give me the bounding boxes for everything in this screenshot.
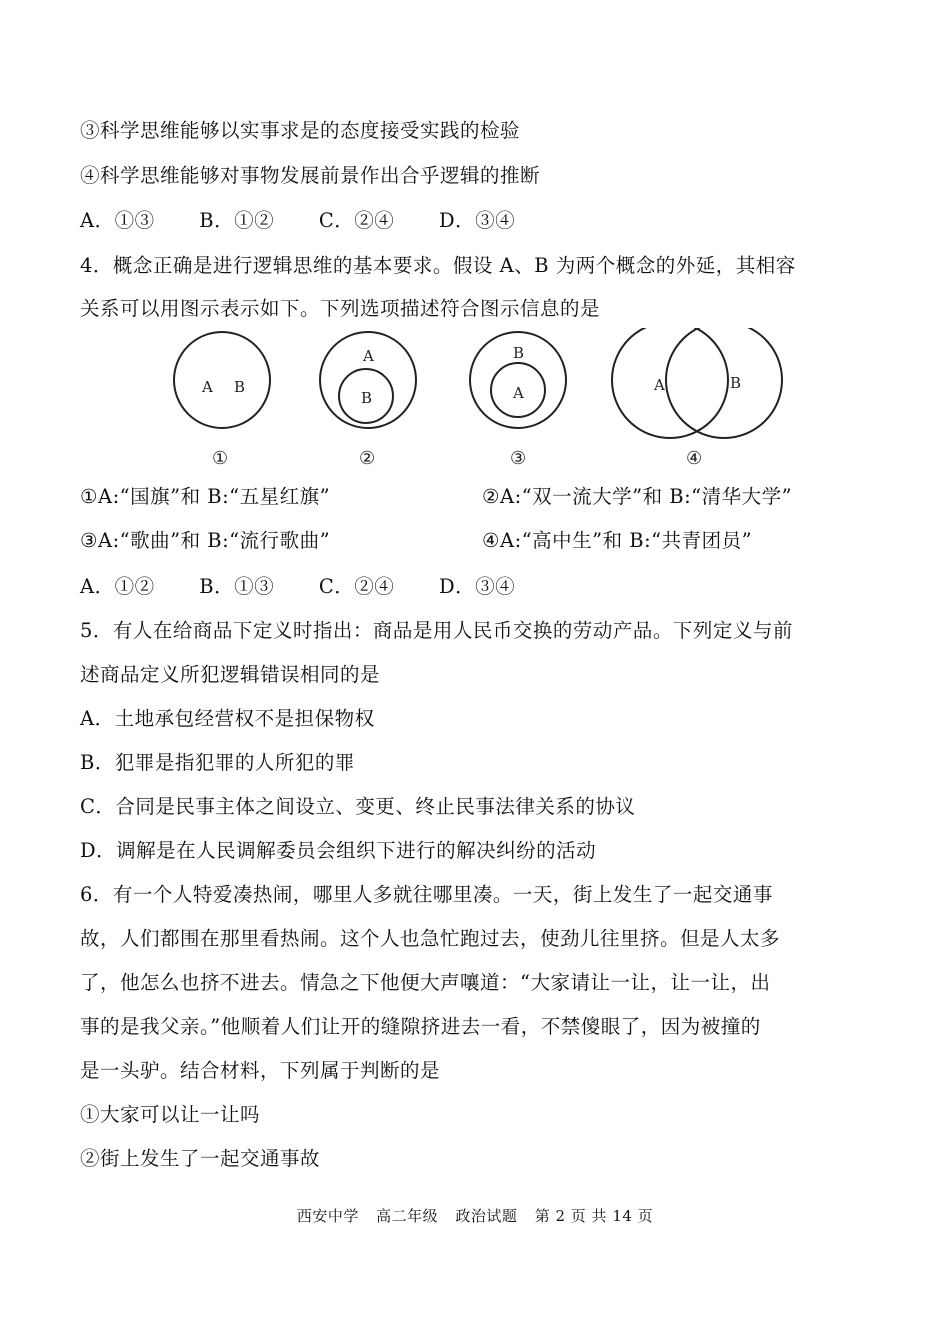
diagram-1-label-b: B — [234, 378, 246, 396]
q5-option-b: B．犯罪是指犯罪的人所犯的罪 — [80, 751, 355, 774]
diagram-1-circle — [174, 332, 270, 428]
q3-item-3: ③科学思维能够以实事求是的态度接受实践的检验 — [80, 119, 521, 142]
q3-option-d: D．③④ — [438, 209, 516, 232]
q3-option-c: C．②④ — [318, 209, 395, 232]
q4-item-2: ②A:“双一流大学”和 B:“清华大学” — [482, 485, 793, 508]
q6-item-1: ①大家可以让一让吗 — [80, 1103, 261, 1126]
q5-option-a: A．土地承包经营权不是担保物权 — [80, 707, 375, 730]
q3-option-a: A．①③ — [80, 209, 155, 232]
diagram-4-label-a: A — [654, 376, 665, 394]
diagram-2-label-inner: B — [361, 389, 373, 407]
q4-stem-line-1: 4．概念正确是进行逻辑思维的基本要求。假设 A、B 为两个概念的外延，其相容 — [80, 254, 796, 277]
q4-stem-line-2: 关系可以用图示表示如下。下列选项描述符合图示信息的是 — [80, 297, 601, 320]
diagram-3-label-outer: B — [513, 344, 525, 362]
diagram-4-circle-b — [666, 328, 782, 438]
diagram-4-caption: ④ — [686, 448, 703, 469]
page-footer — [0, 1205, 950, 1226]
q5-option-d: D．调解是在人民调解委员会组织下进行的解决纠纷的活动 — [80, 839, 597, 862]
q6-line-1: 6．有一个人特爱凑热闹，哪里人多就往哪里凑。一天，街上发生了一起交通事 — [80, 883, 773, 906]
venn-diagrams — [160, 328, 800, 478]
q3-item-4: ④科学思维能够对事物发展前景作出合乎逻辑的推断 — [80, 164, 541, 187]
q6-line-5: 是一头驴。结合材料，下列属于判断的是 — [80, 1059, 441, 1082]
q6-item-2: ②街上发生了一起交通事故 — [80, 1147, 321, 1170]
diagram-2-caption: ② — [359, 448, 376, 469]
footer-subject: 政治试题 — [455, 1207, 518, 1225]
q4-option-c: C．②④ — [318, 575, 395, 598]
footer-grade: 高二年级 — [376, 1207, 439, 1225]
q5-option-c: C．合同是民事主体之间设立、变更、终止民事法律关系的协议 — [80, 795, 636, 818]
diagram-4-label-b: B — [730, 374, 742, 392]
q4-option-a: A．①② — [80, 575, 155, 598]
q4-item-3: ③A:“歌曲”和 B:“流行歌曲” — [80, 529, 331, 552]
q4-item-1: ①A:“国旗”和 B:“五星红旗” — [80, 485, 331, 508]
q4-options — [80, 574, 553, 600]
diagram-1-caption: ① — [212, 448, 229, 469]
diagram-4-circle-a — [612, 328, 728, 438]
q4-item-4: ④A:“高中生”和 B:“共青团员” — [482, 529, 753, 552]
q4-option-d: D．③④ — [438, 575, 516, 598]
q5-stem-line-2: 述商品定义所犯逻辑错误相同的是 — [80, 663, 381, 686]
q6-line-4: 事的是我父亲。”他顺着人们让开的缝隙挤进去一看，不禁傻眼了，因为被撞的 — [80, 1015, 761, 1038]
diagram-3-label-inner: A — [513, 384, 524, 402]
footer-page-number: 第 2 页 共 14 页 — [534, 1207, 654, 1225]
q6-line-3: 了，他怎么也挤不进去。情急之下他便大声嚷道：“大家请让一让，让一让，出 — [80, 971, 771, 994]
q4-option-b: B．①③ — [199, 575, 275, 598]
diagram-3-caption: ③ — [510, 448, 527, 469]
q6-line-2: 故，人们都围在那里看热闹。这个人也急忙跑过去，使劲儿往里挤。但是人太多 — [80, 927, 781, 950]
diagram-1-label-a: A — [202, 378, 213, 396]
diagram-2-label-outer: A — [363, 347, 374, 365]
q5-stem-line-1: 5．有人在给商品下定义时指出：商品是用人民币交换的劳动产品。下列定义与前 — [80, 619, 793, 642]
q3-options — [80, 208, 553, 234]
footer-school: 西安中学 — [296, 1207, 359, 1225]
q3-option-b: B．①② — [199, 209, 275, 232]
